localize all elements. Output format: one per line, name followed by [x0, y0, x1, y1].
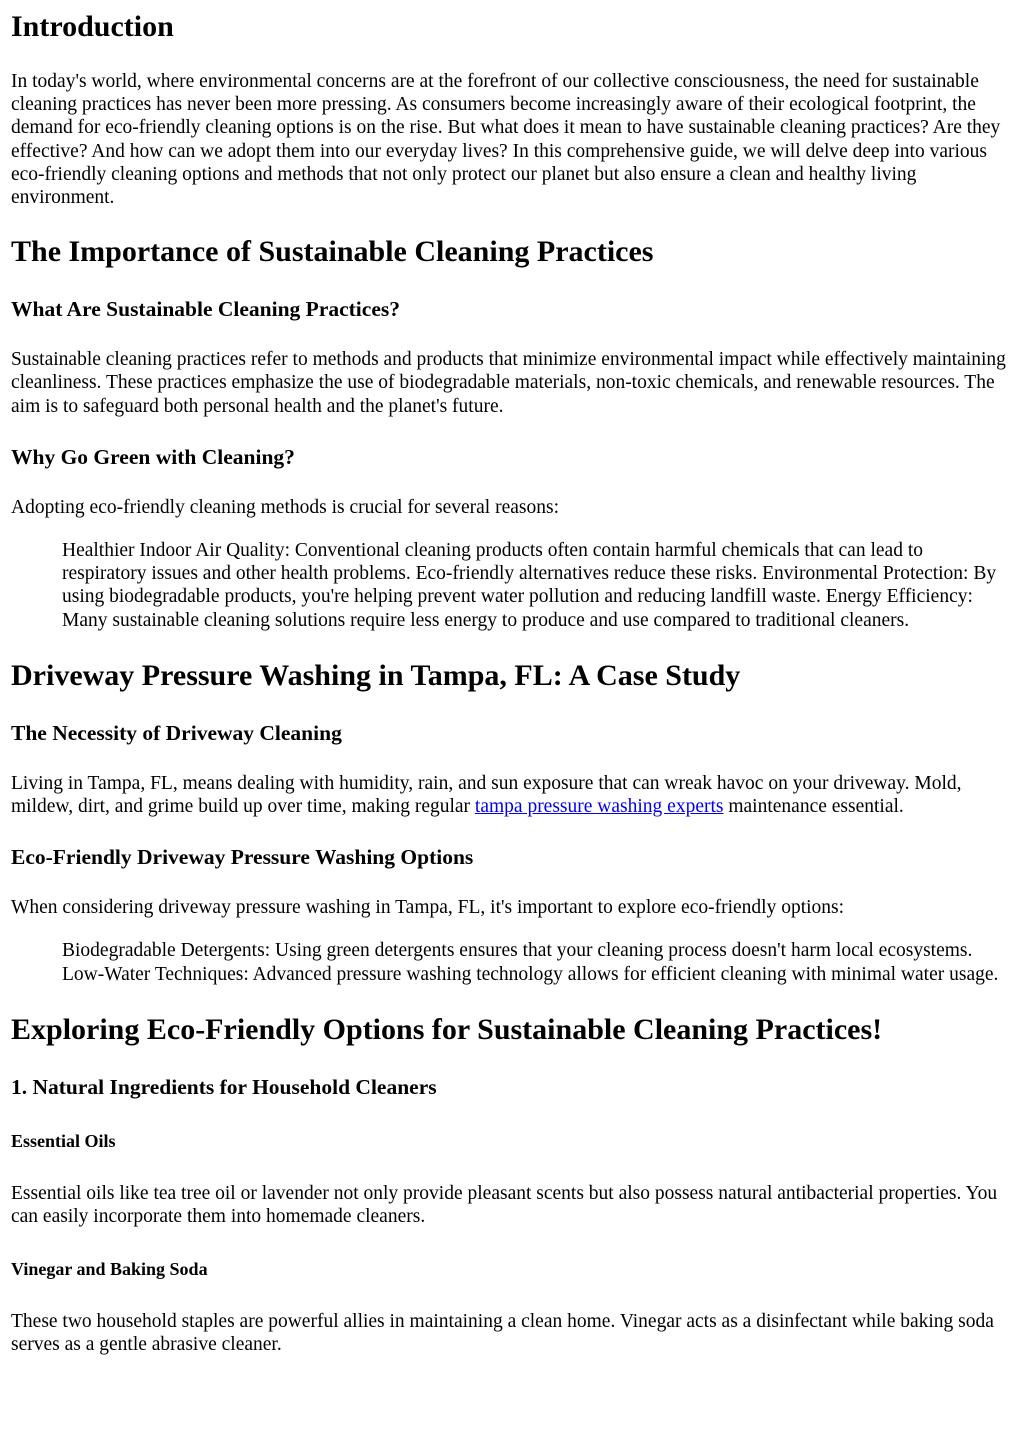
what-are-heading: What Are Sustainable Cleaning Practices?	[11, 297, 400, 322]
why-go-green-paragraph: Adopting eco-friendly cleaning methods is crucial for several reasons:	[11, 496, 559, 518]
necessity-text-after: maintenance essential.	[723, 796, 904, 818]
eco-options-paragraph: When considering driveway pressure washing in Tampa, FL, it's important to explore eco-friendly options:	[11, 897, 845, 919]
intro-paragraph: In today's world, where environmental concerns are at the forefront of our collective consciousness, the need for sustainable cleaning practices has never been more pressing. As consumers become increasingly aware of their ecological footprint, the demand for eco-friendly cleaning options is on the rise. But what does it mean to have sustainable cleaning practices? Are they effective? And how can we adopt them into our everyday lives? In this comprehensive guide, we will delve deep into various eco-friendly cleaning options and methods that not only protect our planet but also ensure a clean and healthy living environment.	[11, 71, 1001, 209]
importance-heading: The Importance of Sustainable Cleaning Practices	[11, 235, 654, 269]
reasons-list: Healthier Indoor Air Quality: Conventional cleaning products often contain harmful chemicals that can lead to respiratory issues and other health problems. Eco-friendly alternatives reduce these risks. Environmental Protection: By using biodegradable products, you're helping prevent water pollution and reducing landfill waste. Energy Efficiency: Many sustainable cleaning solutions require less energy to produce and use compared to traditional cleaners.	[62, 540, 997, 631]
vinegar-baking-soda-paragraph: These two household staples are powerful allies in maintaining a clean home. Vinegar acts as a disinfectant while baking soda serves as a gentle abrasive cleaner.	[11, 1311, 994, 1356]
essential-oils-heading: Essential Oils	[11, 1130, 116, 1151]
pressure-washing-link[interactable]: tampa pressure washing experts	[474, 796, 724, 818]
what-are-paragraph: Sustainable cleaning practices refer to methods and products that minimize environmental impact while effectively maintaining cleanliness. These practices emphasize the use of biodegradable materials, non-toxic chemicals, and renewable resources. The aim is to safeguard both personal health and the planet's future.	[11, 349, 1006, 417]
driveway-heading: Driveway Pressure Washing in Tampa, FL: A Case Study	[11, 658, 741, 692]
eco-options-heading: Eco-Friendly Driveway Pressure Washing Options	[11, 845, 474, 870]
necessity-heading: The Necessity of Driveway Cleaning	[11, 720, 342, 745]
why-go-green-heading: Why Go Green with Cleaning?	[11, 444, 295, 469]
necessity-text-before: Living in Tampa, FL, means dealing with humidity, rain, and sun exposure that can wreak havoc on your driveway. Mold, mildew, dirt, and grime build up over time, making regular	[11, 772, 962, 818]
natural-ingredients-heading: 1. Natural Ingredients for Household Cleaners	[11, 1074, 437, 1099]
exploring-heading: Exploring Eco-Friendly Options for Sustainable Cleaning Practices!	[11, 1012, 883, 1046]
intro-heading: Introduction	[11, 10, 174, 43]
vinegar-baking-soda-heading: Vinegar and Baking Soda	[11, 1259, 208, 1280]
eco-options-list: Biodegradable Detergents: Using green detergents ensures that your cleaning process doesn't harm local ecosystems. Low-Water Techniques: Advanced pressure washing technology allows for efficient cleaning with minimal water usage.	[62, 940, 999, 985]
essential-oils-paragraph: Essential oils like tea tree oil or lavender not only provide pleasant scents but also possess natural antibacterial properties. You can easily incorporate them into homemade cleaners.	[11, 1182, 998, 1228]
necessity-paragraph	[11, 772, 1014, 818]
